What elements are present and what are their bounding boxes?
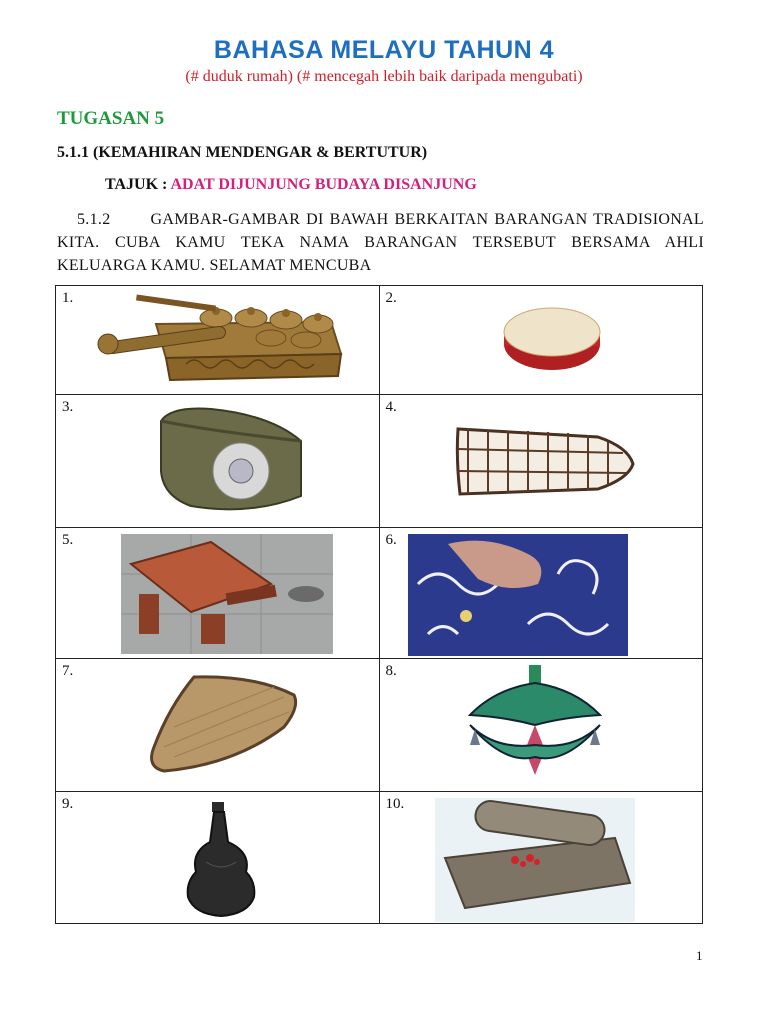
cell-1 — [56, 286, 380, 395]
task-heading: TUGASAN 5 — [57, 108, 165, 129]
item-number: 8. — [385, 663, 397, 679]
cell-9 — [56, 792, 380, 924]
nyiru-image — [134, 667, 302, 779]
cell-2 — [379, 286, 703, 395]
cell-7 — [56, 659, 380, 792]
page-number: 1 — [696, 948, 703, 963]
item-number: 6. — [385, 532, 397, 548]
page-subtitle: (# duduk rumah) (# mencegah lebih baik daripada mengubati) — [185, 68, 583, 85]
item-number: 3. — [62, 399, 74, 415]
instruction-code: 5.1.2 — [77, 211, 111, 228]
tekat-embroidery-image — [408, 534, 628, 656]
labu-sayong-image — [176, 802, 266, 920]
wau-image — [465, 665, 605, 787]
cell-8 — [379, 659, 703, 792]
item-number: 1. — [62, 290, 74, 306]
item-number: 9. — [62, 796, 74, 812]
topic-line — [105, 176, 477, 194]
item-number: 2. — [385, 290, 397, 306]
batu-giling-image — [435, 798, 635, 922]
instruction-text: GAMBAR-GAMBAR DI BAWAH BERKAITAN BARANGAN TRADISIONAL KITA. CUBA KAMU TEKA NAMA BARANGAN TERSEBUT BERSAMA AHLI KELUARGA KAMU. SELAMAT MENCUBA — [57, 211, 704, 274]
item-number: 5. — [62, 532, 74, 548]
cell-4 — [379, 395, 703, 528]
item-number: 7. — [62, 663, 74, 679]
kompang-image — [498, 292, 606, 388]
topic-label: TAJUK : — [105, 176, 171, 193]
gamelan-image — [96, 294, 346, 386]
topic-value: ADAT DIJUNJUNG BUDAYA DISANJUNG — [170, 176, 477, 193]
tengkolok-image — [151, 401, 311, 521]
bubu-image — [448, 409, 638, 509]
cell-5 — [56, 528, 380, 659]
cell-3 — [56, 395, 380, 528]
item-number: 10. — [385, 796, 405, 812]
instruction-paragraph — [57, 208, 704, 277]
cell-6 — [379, 528, 703, 659]
kukur-kelapa-image — [121, 534, 333, 654]
picture-table — [55, 285, 703, 924]
skill-heading: 5.1.1 (KEMAHIRAN MENDENGAR & BERTUTUR) — [57, 144, 428, 161]
page-title: BAHASA MELAYU TAHUN 4 — [213, 36, 555, 64]
cell-10 — [379, 792, 703, 924]
item-number: 4. — [385, 399, 397, 415]
